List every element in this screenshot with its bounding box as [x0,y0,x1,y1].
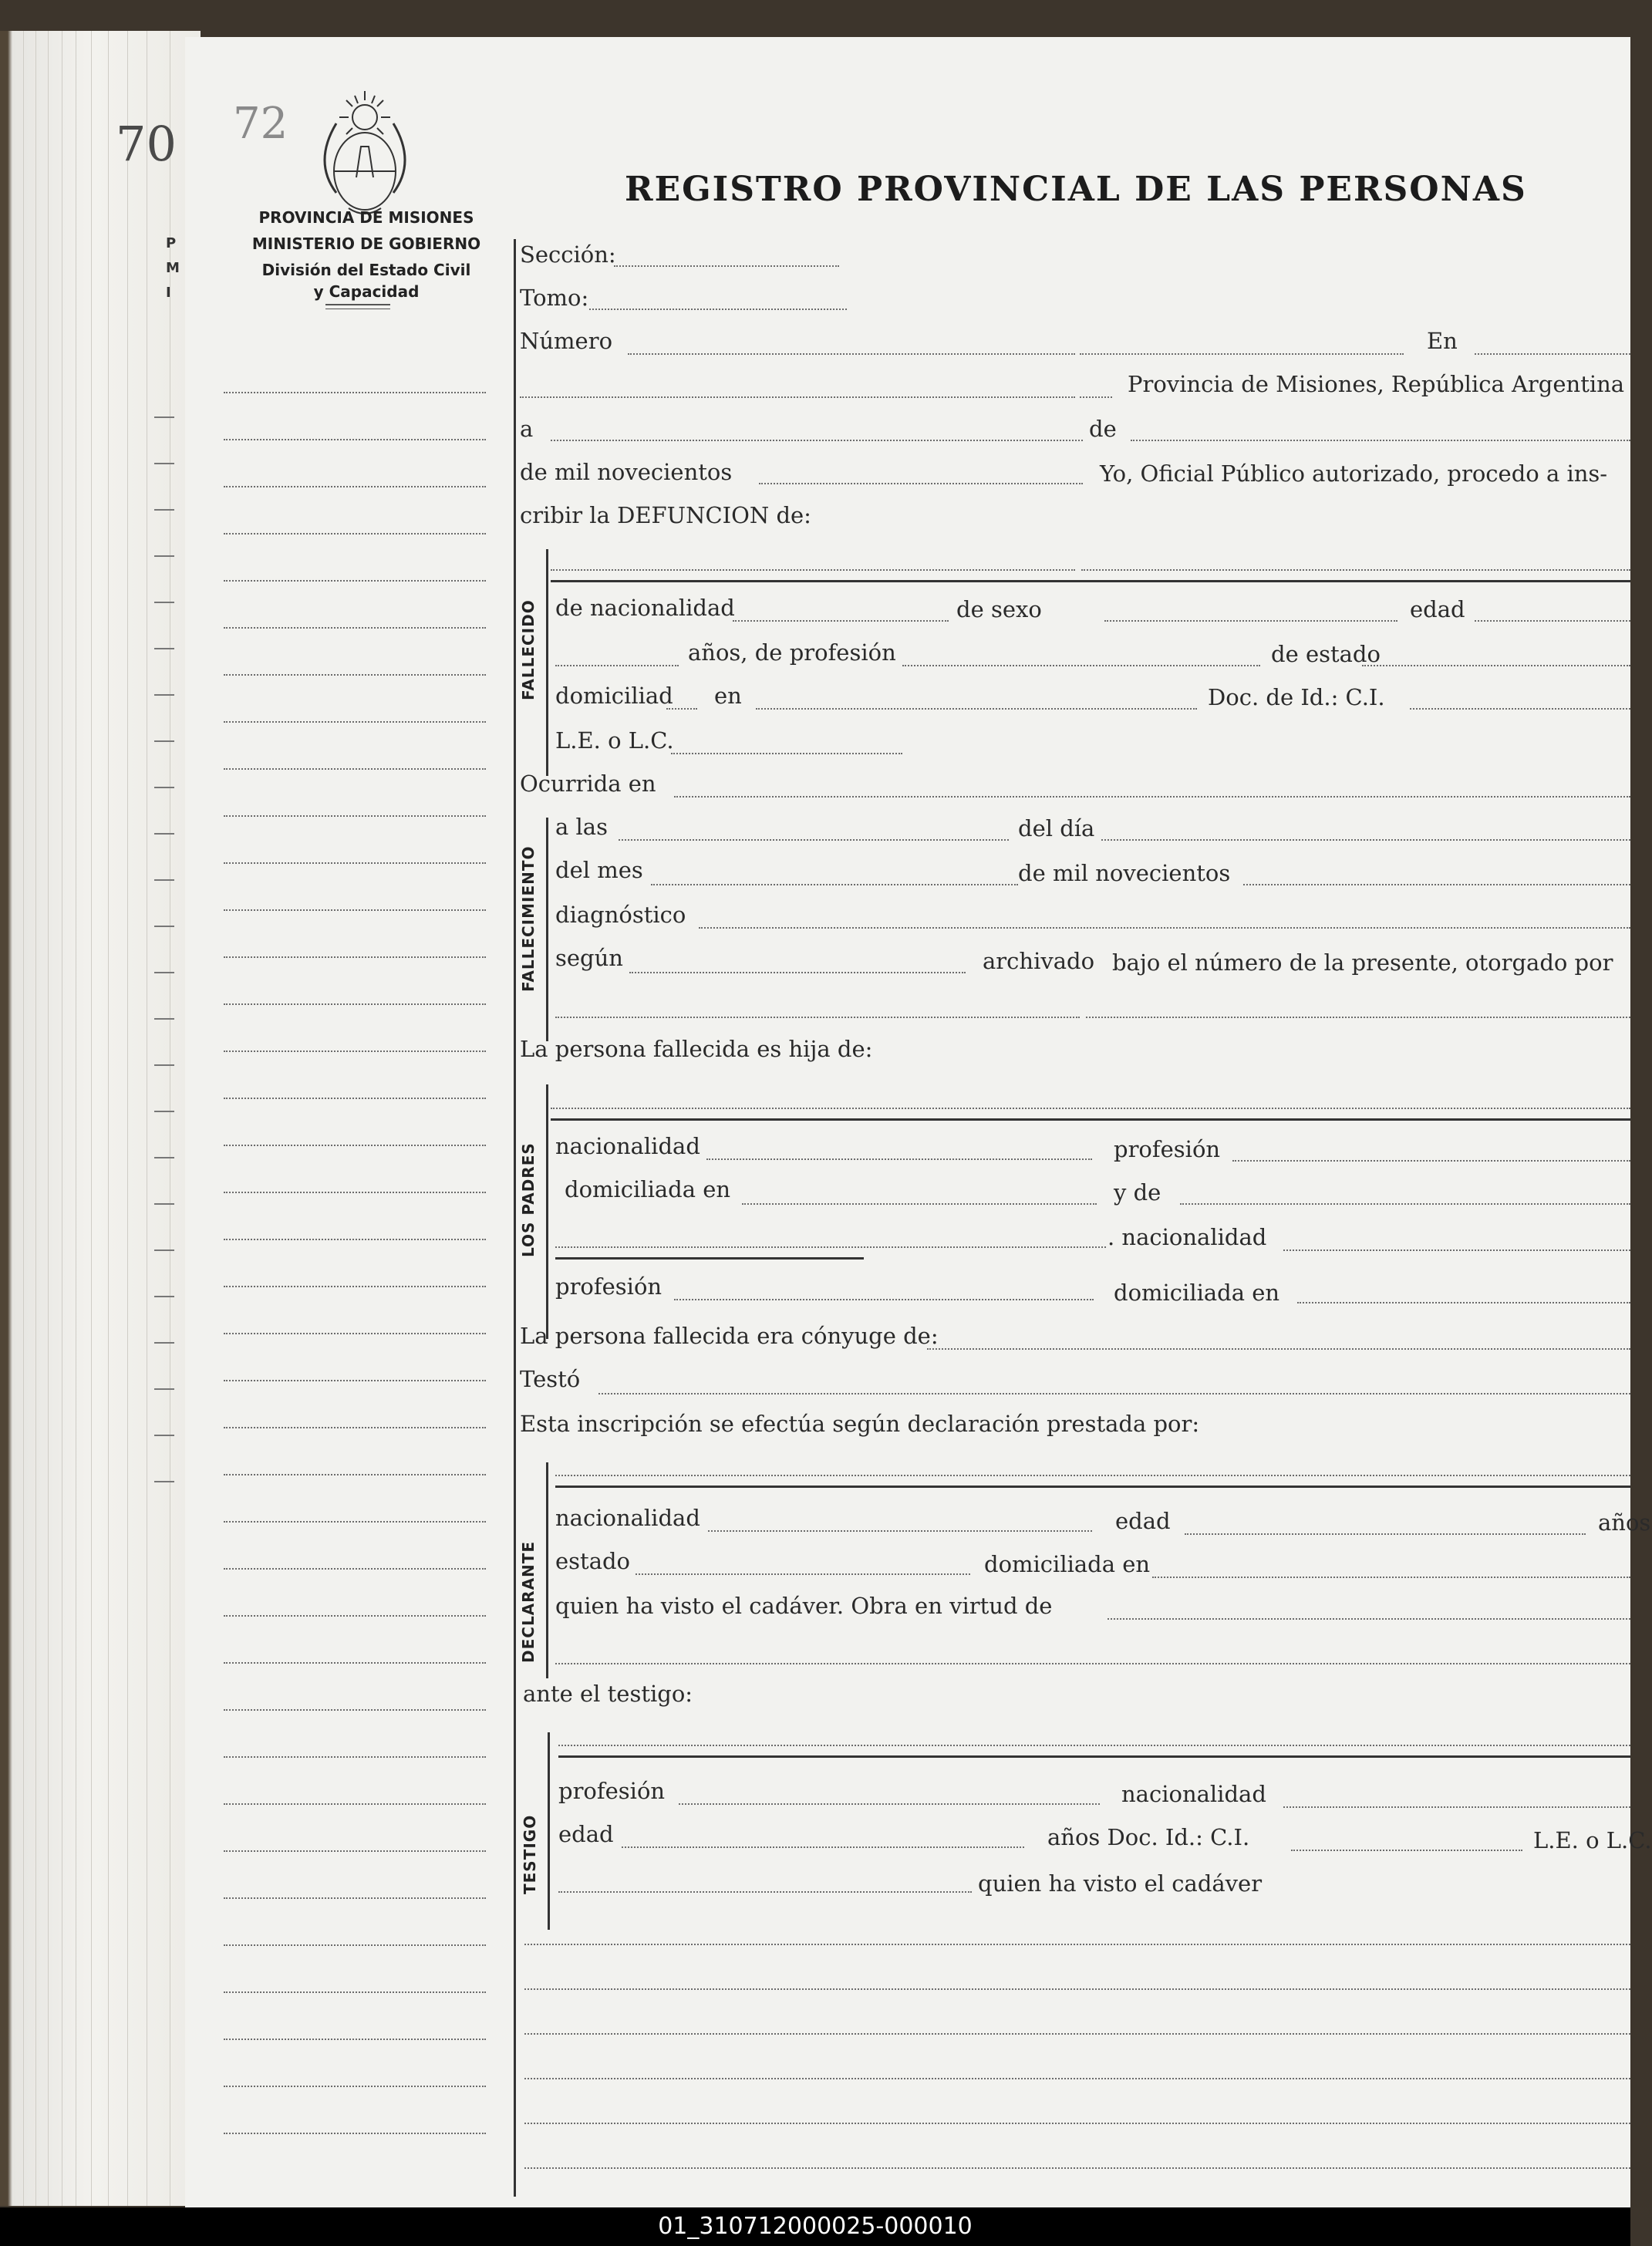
margin-line [224,627,486,629]
testigo-rule [558,1755,1630,1758]
nacionalidad-label: de nacionalidad [555,595,735,621]
testigo-nacionalidad-field[interactable] [1283,1806,1630,1808]
declarante-rule [555,1486,1630,1488]
madre-nacionalidad-label: . nacionalidad [1108,1224,1267,1250]
division-name-line2: y Capacidad [313,282,420,301]
page-title: REGISTRO PROVINCIAL DE LAS PERSONAS [625,170,1527,209]
diagnostico-field[interactable] [699,927,1630,929]
testigo-nacionalidad-label: nacionalidad [1121,1781,1266,1807]
mes-field[interactable] [1131,440,1630,441]
numero-label: Número [520,328,613,354]
madre-nacionalidad-field[interactable] [1283,1249,1630,1251]
ministry-name: MINISTERIO DE GOBIERNO [251,234,481,253]
anio-field[interactable] [759,483,1083,484]
padre-profesion-label: profesión [1114,1136,1221,1162]
margin-line [224,2039,486,2040]
margin-line [224,1850,486,1852]
en-label-2: en [714,683,742,709]
declarante-estado-field[interactable] [636,1573,970,1575]
fallecido-section-label: FALLECIDO [519,599,538,700]
margin-line [224,580,486,582]
notes-line[interactable] [524,1988,1630,1990]
margin-line [224,2133,486,2134]
declarante-anos-label: años [1598,1509,1651,1536]
margin-line [224,1803,486,1805]
diagnostico-label: diagnóstico [555,902,686,928]
ocurrida-field[interactable] [674,796,1630,798]
margin-line [224,1050,486,1052]
margin-line [224,1474,486,1475]
le-lc-field[interactable] [671,753,902,754]
page-number: 72 [233,99,288,149]
fallecido-rule [551,580,1630,582]
sexo-label: de sexo [956,596,1042,622]
del-dia-label: del día [1018,815,1095,841]
madre-profesion-label: profesión [555,1273,662,1300]
testo-field[interactable] [598,1393,1630,1394]
lugar-field-2[interactable] [1080,396,1112,398]
margin-line [224,439,486,440]
numero-field-2[interactable] [1080,353,1404,355]
declarante-nombre-field[interactable] [555,1475,1630,1476]
declarante-estado-label: estado [555,1548,631,1574]
padre-domiciliada-label: domiciliada en [565,1176,731,1202]
testigo-le-lc-label: L.E. o L.C. [1533,1827,1652,1853]
underlying-page-header-fragment: P M I [166,235,180,301]
notes-line[interactable] [524,2167,1630,2169]
edad-label: edad [1410,596,1465,622]
a-las-label: a las [555,814,608,840]
padre-nacionalidad-field[interactable] [706,1158,1092,1160]
margin-line [224,1003,486,1005]
margin-line [224,1662,486,1664]
testigo-profesion-label: profesión [558,1778,666,1804]
coat-of-arms-emblem [318,85,412,224]
declarante-quien-text: quien ha visto el cadáver. Obra en virtud de [555,1593,1053,1619]
testigo-doc-field[interactable] [1291,1850,1522,1851]
del-mes-label: del mes [555,857,643,883]
padre-profesion-field[interactable] [1232,1160,1630,1162]
padre-nombre-field[interactable] [551,1108,1630,1109]
ocurrida-label: Ocurrida en [520,771,656,797]
fallecimiento-section-label: FALLECIMIENTO [519,845,538,992]
nacionalidad-field[interactable] [733,620,949,622]
del-dia-field[interactable] [1101,839,1630,841]
declarante-nacionalidad-field[interactable] [708,1530,1092,1532]
en-field[interactable] [1475,353,1630,355]
archivado-label: archivado [983,948,1095,974]
profesion-field[interactable] [902,665,1260,666]
de-label: de [1089,416,1117,442]
province-name: PROVINCIA DE MISIONES [258,208,474,227]
padres-section-label: LOS PADRES [519,1142,538,1257]
testigo-quien-text: quien ha visto el cadáver [978,1870,1263,1897]
y-de-label: y de [1114,1179,1161,1206]
hora-field[interactable] [619,839,1009,841]
otorgado-field[interactable] [555,1017,1080,1018]
margin-line [224,862,486,864]
segun-label: según [555,945,623,971]
sexo-field[interactable] [1104,620,1397,622]
margin-line [224,1145,486,1146]
dia-field[interactable] [551,440,1083,441]
del-mes-field[interactable] [651,884,1018,885]
mil-novecientos-label: de mil novecientos [520,459,733,485]
fallecimiento-bracket [546,818,548,1041]
edad-anos-field[interactable] [555,665,679,666]
margin-line [224,721,486,723]
estado-field[interactable] [1362,665,1630,666]
padres-rule [551,1118,1630,1121]
doc-field[interactable] [1410,708,1630,710]
madre-nombre-field-2[interactable] [555,1246,1106,1248]
fallecido-nombre-field-2[interactable] [1081,569,1630,571]
lugar-field[interactable] [520,396,1075,398]
tomo-label: Tomo: [520,285,589,311]
margin-line [224,1897,486,1899]
notes-line[interactable] [524,1944,1630,1945]
oficial-text: Yo, Oficial Público autorizado, procedo a ins- [1100,460,1608,487]
bajo-text: bajo el número de la presente, otorgado por [1112,949,1613,976]
margin-line [224,1944,486,1946]
seccion-label: Sección: [520,241,616,268]
declarante-section-label: DECLARANTE [519,1540,538,1663]
notes-line[interactable] [524,2123,1630,2124]
madre-nombre-field[interactable] [1180,1203,1630,1205]
margin-line [224,1192,486,1193]
margin-line [224,768,486,770]
obra-virtud-field-2[interactable] [555,1663,1630,1664]
padre-nacionalidad-label: nacionalidad [555,1133,700,1159]
madre-domicilio-field[interactable] [1297,1302,1630,1303]
otorgado-field-2[interactable] [1086,1017,1630,1018]
testo-label: Testó [520,1366,581,1392]
margin-line [224,909,486,911]
margin-line [224,392,486,393]
numero-field[interactable] [628,353,1075,355]
declarante-edad-field[interactable] [1185,1533,1586,1535]
declarante-edad-label: edad [1115,1508,1171,1534]
testigo-edad-label: edad [558,1821,614,1847]
notes-line[interactable] [524,2033,1630,2035]
margin-line [224,674,486,676]
declarante-nacionalidad-label: nacionalidad [555,1505,700,1531]
margin-line [224,815,486,817]
notes-line[interactable] [524,2078,1630,2079]
declaracion-text: Esta inscripción se efectúa según declaración prestada por: [520,1411,1200,1437]
margin-line [224,1286,486,1287]
ante-testigo-text: ante el testigo: [523,1681,693,1707]
underlying-page-number: 70 [116,116,177,172]
page-stack-edge [0,31,201,2206]
domiciliad-suffix-field[interactable] [666,708,697,710]
margin-line [224,486,486,487]
margin-line [224,533,486,535]
testigo-profesion-field[interactable] [679,1803,1100,1805]
margin-line [224,1521,486,1523]
fallecido-bracket [546,549,548,776]
obra-virtud-field[interactable] [1108,1618,1630,1620]
margin-line [224,1380,486,1381]
seccion-field[interactable] [614,265,839,267]
domicilio-field[interactable] [756,708,1197,710]
fallecido-nombre-field[interactable] [551,569,1075,571]
en-label: En [1427,328,1458,354]
estado-label: de estado [1271,641,1381,667]
margin-line [224,1098,486,1099]
margin-line [224,956,486,958]
madre-profesion-field[interactable] [674,1299,1094,1300]
margin-line [224,2086,486,2087]
margin-line [224,1568,486,1570]
anos-profesion-label: años, de profesión [688,639,896,666]
segun-field[interactable] [629,972,966,973]
testigo-edad-field[interactable] [622,1846,1024,1848]
tomo-field[interactable] [589,309,847,310]
padre-domicilio-field[interactable] [742,1203,1097,1205]
a-label: a [520,416,534,442]
image-id-caption: 01_310712000025-000010 [0,2207,1630,2246]
le-lc-label: L.E. o L.C. [555,727,674,754]
margin-line [224,1333,486,1334]
conyuge-field[interactable] [927,1348,1630,1350]
padres-rule-2 [555,1257,864,1260]
fallecimiento-anio-field[interactable] [1243,884,1630,885]
registry-page [185,37,1652,2207]
testigo-bracket [548,1732,550,1930]
margin-line [224,1709,486,1711]
margin-line [224,1991,486,1993]
conyuge-text: La persona fallecida era cónyuge de: [520,1323,939,1349]
domiciliad-label: domiciliad [555,683,673,709]
testigo-section-label: TESTIGO [521,1814,539,1894]
testigo-quien-field[interactable] [558,1891,972,1893]
testigo-anos-doc-label: años Doc. Id.: C.I. [1047,1824,1250,1850]
provincia-text: Provincia de Misiones, República Argentina [1128,371,1625,397]
declarante-domiciliada-label: domiciliada en [984,1551,1151,1577]
testigo-nombre-field[interactable] [558,1745,1630,1746]
division-name-line1: División del Estado Civil [261,261,471,279]
margin-line [224,1756,486,1758]
padres-bracket [546,1084,548,1339]
hija-de-text: La persona fallecida es hija de: [520,1036,873,1062]
madre-domiciliada-label: domiciliada en [1114,1280,1280,1306]
edad-field[interactable] [1475,620,1630,622]
margin-line [224,1615,486,1617]
margin-line [224,1427,486,1428]
margin-line [224,1239,486,1240]
header-underline [325,304,390,305]
declarante-bracket [546,1462,548,1678]
cribir-text: cribir la DEFUNCION de: [520,502,811,528]
declarante-domicilio-field[interactable] [1152,1577,1630,1578]
margin-rule [514,239,516,2197]
mil-novecientos-label-2: de mil novecientos [1018,860,1231,886]
doc-label: Doc. de Id.: C.I. [1208,684,1385,710]
